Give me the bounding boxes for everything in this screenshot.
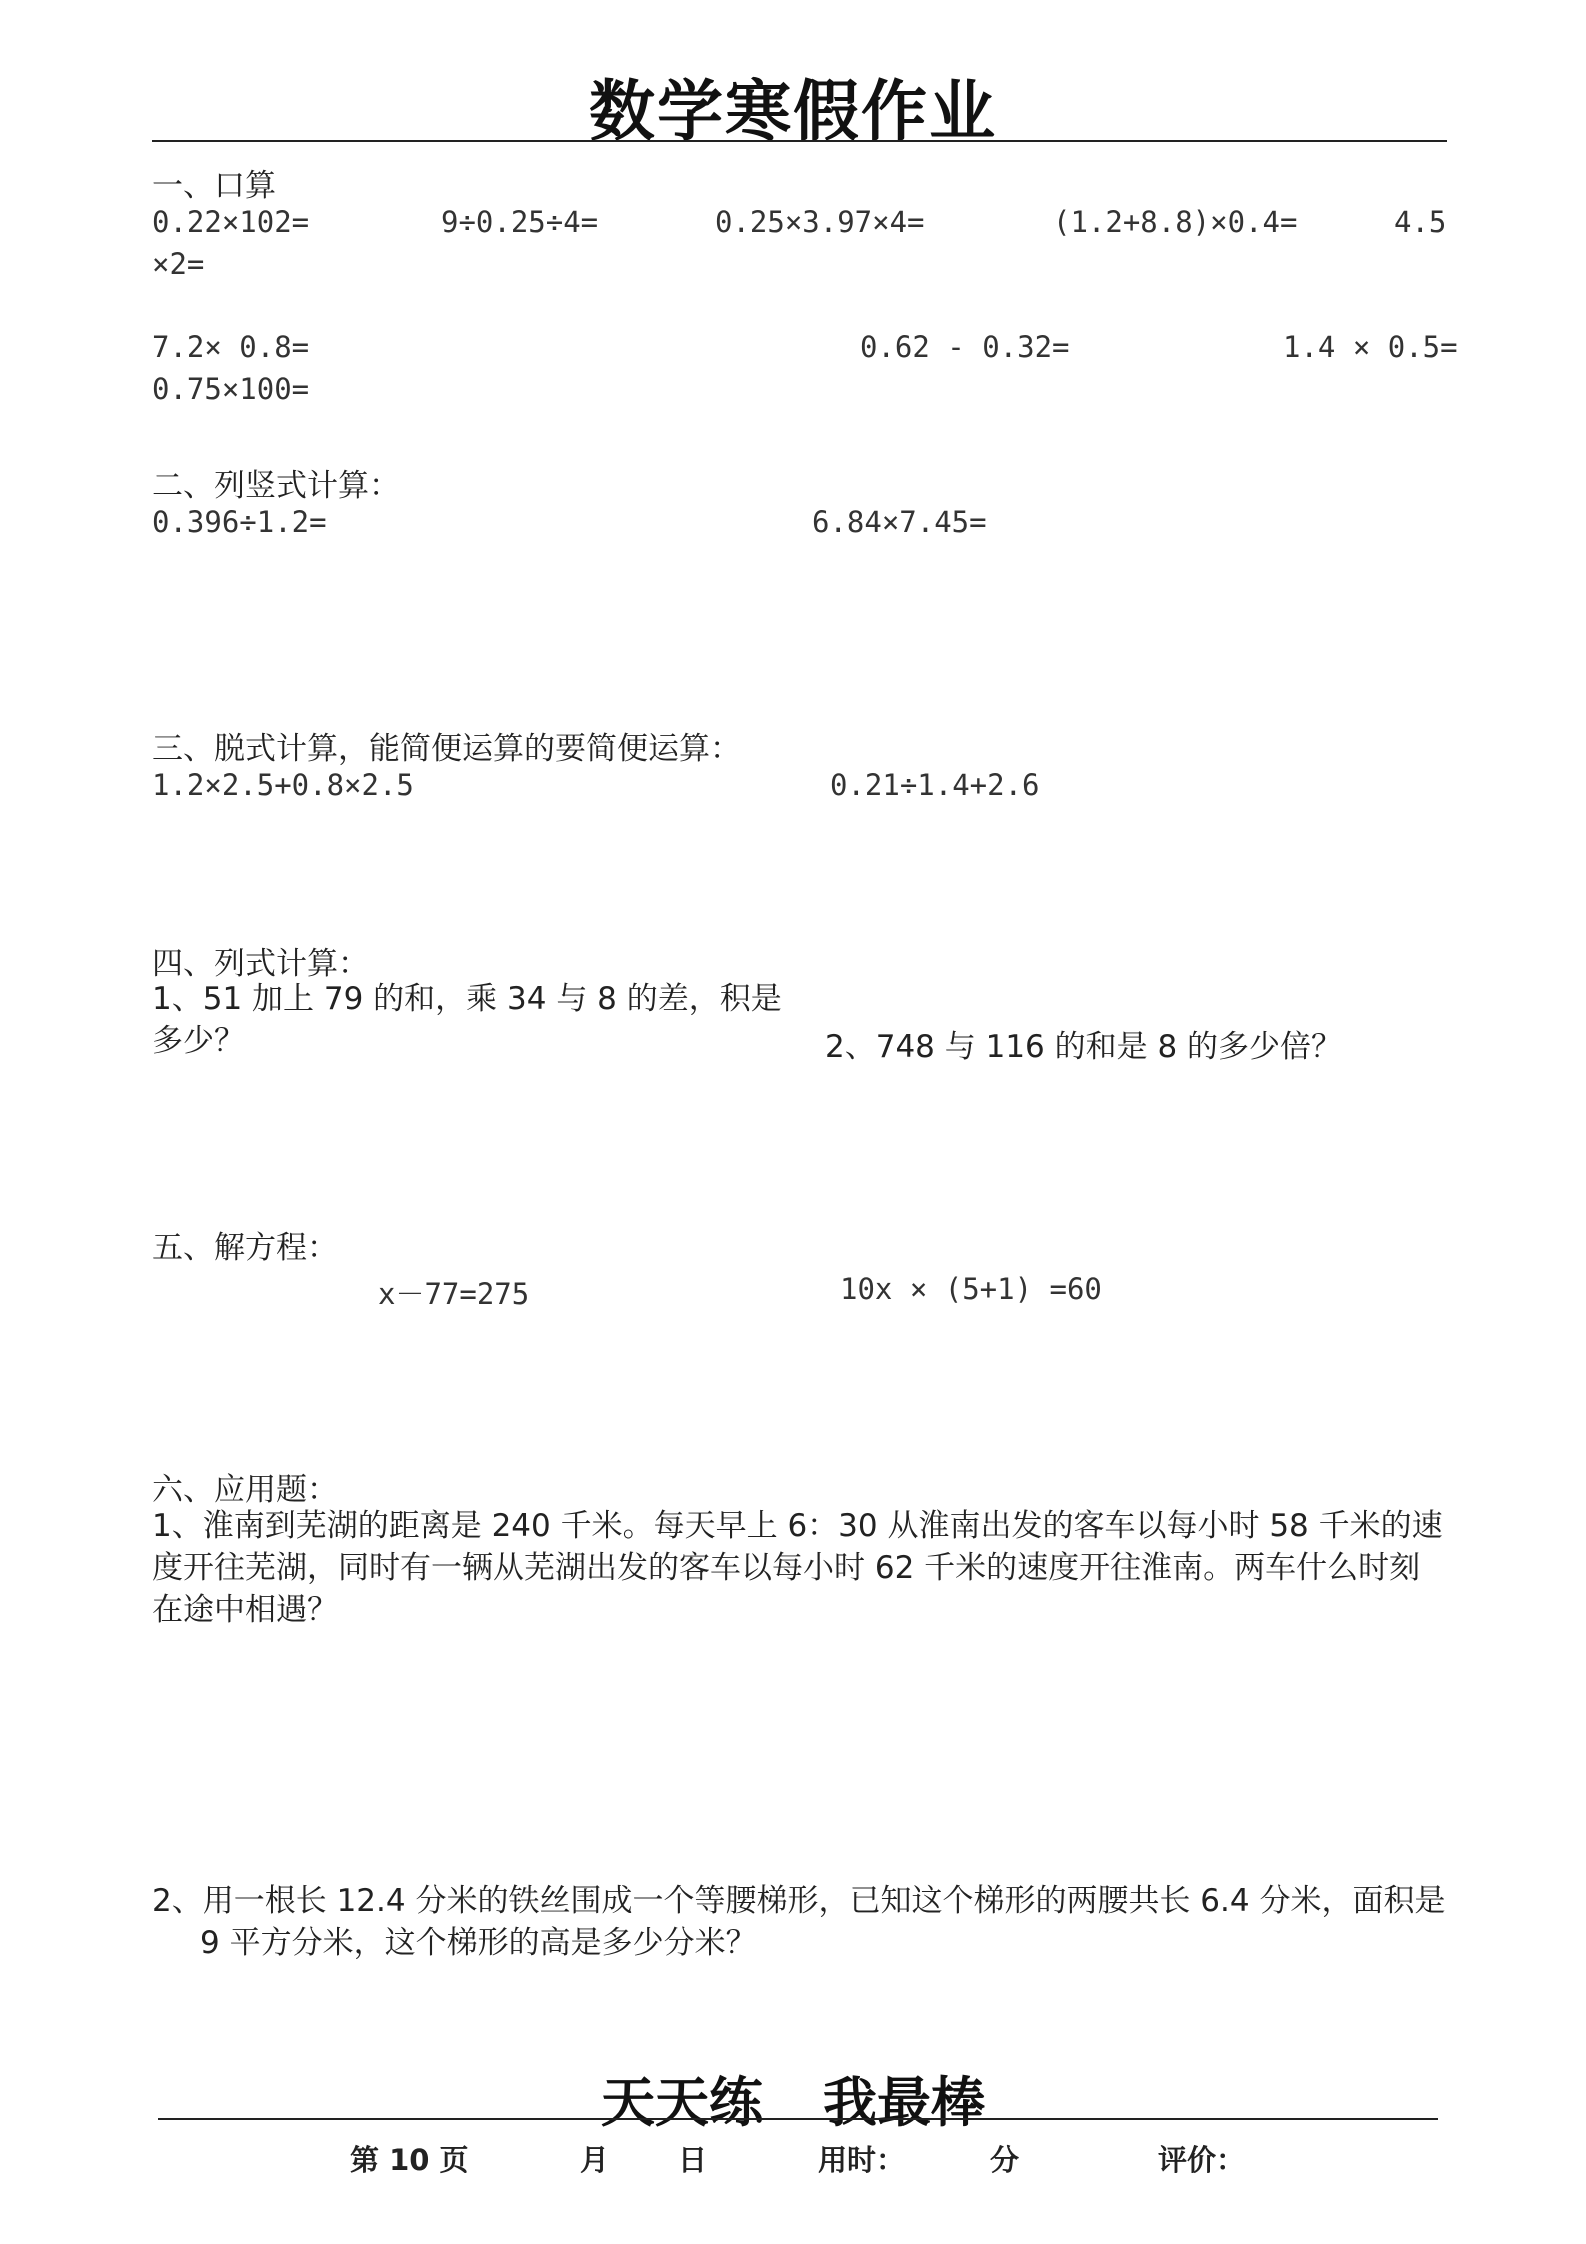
word-calc-2: 2、748 与 116 的和是 8 的多少倍？: [825, 1029, 1343, 1065]
motto-part-2: 我最棒: [823, 2070, 985, 2134]
section-6-heading: 六、应用题：: [152, 1472, 338, 1508]
stepwise-calc-2: 0.21÷1.4+2.6: [830, 768, 1040, 802]
oral-item-8: 1.4 × 0.5=: [1283, 330, 1458, 364]
oral-item-6: 7.2× 0.8=: [152, 330, 310, 364]
rating-label: 评价：: [1158, 2143, 1246, 2177]
vertical-calc-2: 6.84×7.45=: [812, 505, 987, 539]
oral-item-5-part-b: ×2=: [152, 247, 205, 281]
section-2-heading: 二、列竖式计算：: [152, 468, 400, 504]
application-problem-1: 1、淮南到芜湖的距离是 240 千米。每天早上 6：30 从淮南出发的客车以每小时 58 千米的速度开往芜湖，同时有一辆从芜湖出发的客车以每小时 62 千米的速度开往淮南。两车什么时刻在途中相遇？: [152, 1508, 1443, 1628]
footer-rule: [158, 2118, 1438, 2120]
equation-2: 10x × (5+1) =60: [840, 1272, 1102, 1306]
page-title: 数学寒假作业: [589, 73, 997, 150]
time-used-label: 用时：: [818, 2143, 906, 2177]
section-3-heading: 三、脱式计算，能简便运算的要简便运算：: [152, 731, 741, 767]
oral-item-3: 0.25×3.97×4=: [715, 205, 925, 239]
oral-item-2: 9÷0.25÷4=: [441, 205, 599, 239]
day-label: 日: [678, 2143, 708, 2177]
oral-item-1: 0.22×102=: [152, 205, 310, 239]
application-problem-2: 2、用一根长 12.4 分米的铁丝围成一个等腰梯形，已知这个梯形的两腰共长 6.4 分米，面积是 9 平方分米，这个梯形的高是多少分米？: [152, 1883, 1446, 1961]
title-rule: [152, 140, 1447, 142]
oral-item-9: 0.75×100=: [152, 372, 310, 406]
word-calc-1: 1、51 加上 79 的和，乘 34 与 8 的差，积是多少？: [152, 981, 782, 1059]
oral-item-4: (1.2+8.8)×0.4=: [1053, 205, 1298, 239]
section-5-heading: 五、解方程：: [152, 1230, 338, 1266]
oral-item-7: 0.62 - 0.32=: [860, 330, 1070, 364]
motto: [0, 2060, 1586, 2137]
section-1-heading: 一、口算: [152, 168, 276, 204]
minutes-label: 分: [990, 2143, 1020, 2177]
page-number: 第 10 页: [350, 2143, 469, 2177]
equation-1: x－77=275: [378, 1277, 530, 1311]
vertical-calc-1: 0.396÷1.2=: [152, 505, 327, 539]
motto-part-1: 天天练: [601, 2070, 763, 2134]
month-label: 月: [580, 2143, 610, 2177]
stepwise-calc-1: 1.2×2.5+0.8×2.5: [152, 768, 414, 802]
section-4-heading: 四、列式计算：: [152, 946, 369, 982]
oral-item-5-part-a: 4.5: [1394, 205, 1447, 239]
